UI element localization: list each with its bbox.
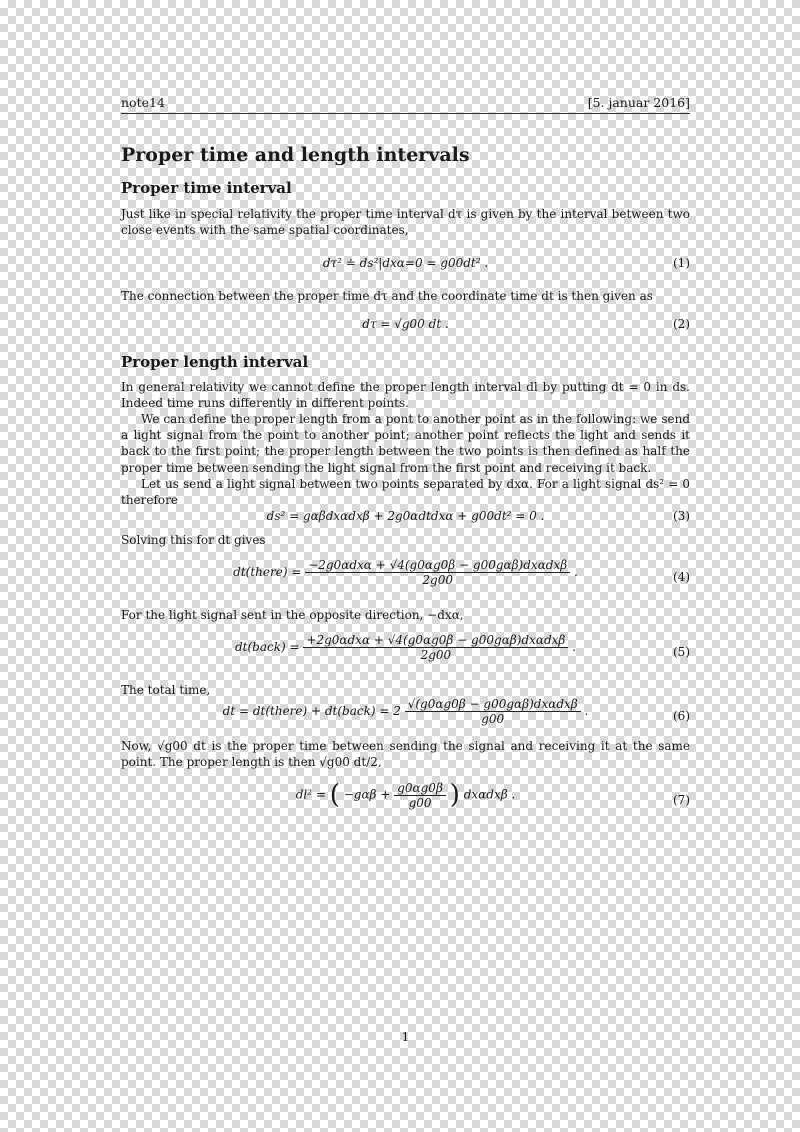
equation-number: (6)	[673, 709, 690, 723]
equation-number: (3)	[673, 509, 690, 523]
equation-number: (5)	[673, 645, 690, 659]
right-paren: )	[449, 780, 460, 810]
equation-tail: .	[572, 640, 577, 654]
document-page	[121, 95, 690, 1044]
equation-6	[121, 697, 690, 737]
equation-7	[121, 780, 690, 824]
header-date: [5. januar 2016]	[587, 95, 690, 110]
equation-body: ds² = gαβdxαdxβ + 2g0αdtdxα + g00dt² = 0 .	[266, 509, 545, 523]
subsection-title-proper-length: Proper length interval	[121, 353, 309, 371]
fraction-denominator: g00	[408, 795, 432, 810]
equation-4	[121, 558, 690, 598]
equation-tail: dxαdxβ .	[463, 787, 516, 802]
equation-number: (1)	[673, 256, 690, 270]
equation-fraction	[394, 781, 446, 810]
fraction-denominator: g00	[481, 712, 505, 726]
equation-lhs: dt(back) =	[234, 640, 300, 654]
fraction-denominator: 2g00	[420, 648, 452, 662]
equation-number: (2)	[673, 317, 690, 331]
running-header	[121, 96, 690, 114]
equation-lhs: dl² =	[295, 787, 326, 802]
paragraph: Now, √g00 dt is the proper time between sending the signal and receiving it at the same point. The proper length is then √g00 dt/2,	[121, 739, 690, 770]
section-title: Proper time and length intervals	[121, 144, 470, 166]
page-number: 1	[401, 1030, 410, 1044]
subsection-title-proper-time: Proper time interval	[121, 179, 292, 197]
paragraph: The total time,	[121, 683, 211, 697]
equation-number: (7)	[673, 793, 690, 807]
equation-lhs: dt(there) =	[233, 565, 302, 579]
paragraph: We can define the proper length from a pont to another point as in the following: we send a light signal from the point to another point; another point reflects the light and sends it back to the first point; the proper length between the two points is then defined as half the proper time between sending the light signal from the first point and receiving it back.	[121, 412, 690, 475]
equation-number: (4)	[673, 570, 690, 584]
paragraph: For the light signal sent in the opposite direction, −dxα,	[121, 608, 464, 622]
paragraph: Just like in special relativity the proper time interval dτ is given by the interval between two close events with the same spatial coordinates,	[121, 207, 690, 238]
equation-body: dτ² ≐ ds²|dxα=0 = g00dt² .	[322, 256, 489, 270]
equation-fraction	[303, 633, 568, 662]
equation-fraction	[405, 697, 581, 726]
equation-body: dτ = √g00 dt .	[362, 317, 449, 331]
equation-term: −gαβ +	[343, 787, 391, 802]
equation-tail: .	[574, 565, 578, 579]
fraction-numerator: +2g0αdxα + √4(g0αg0β − g00gαβ)dxαdxβ	[303, 633, 568, 648]
fraction-numerator: −2g0αdxα + √4(g0αg0β − g00gαβ)dxαdxβ	[305, 558, 570, 573]
header-left: note14	[121, 95, 165, 110]
equation-lhs: dt = dt(there) + dt(back) = 2	[222, 704, 401, 718]
equation-tail: .	[584, 704, 589, 718]
paragraph: Solving this for dt gives	[121, 533, 266, 547]
fraction-numerator: √(g0αg0β − g00gαβ)dxαdxβ	[405, 697, 581, 712]
paragraph: The connection between the proper time dτ and the coordinate time dt is then given as	[121, 289, 653, 303]
equation-fraction	[305, 558, 570, 587]
paragraph: Let us send a light signal between two points separated by dxα. For a light signal ds² = 0 therefore	[121, 477, 690, 508]
paragraph: In general relativity we cannot define the proper length interval dl by putting dt = 0 in ds. Indeed time runs differently in different points.	[121, 380, 690, 411]
left-paren: (	[329, 780, 340, 810]
equation-5	[121, 633, 690, 673]
fraction-denominator: 2g00	[422, 573, 453, 587]
fraction-numerator: g0αg0β	[394, 781, 446, 796]
